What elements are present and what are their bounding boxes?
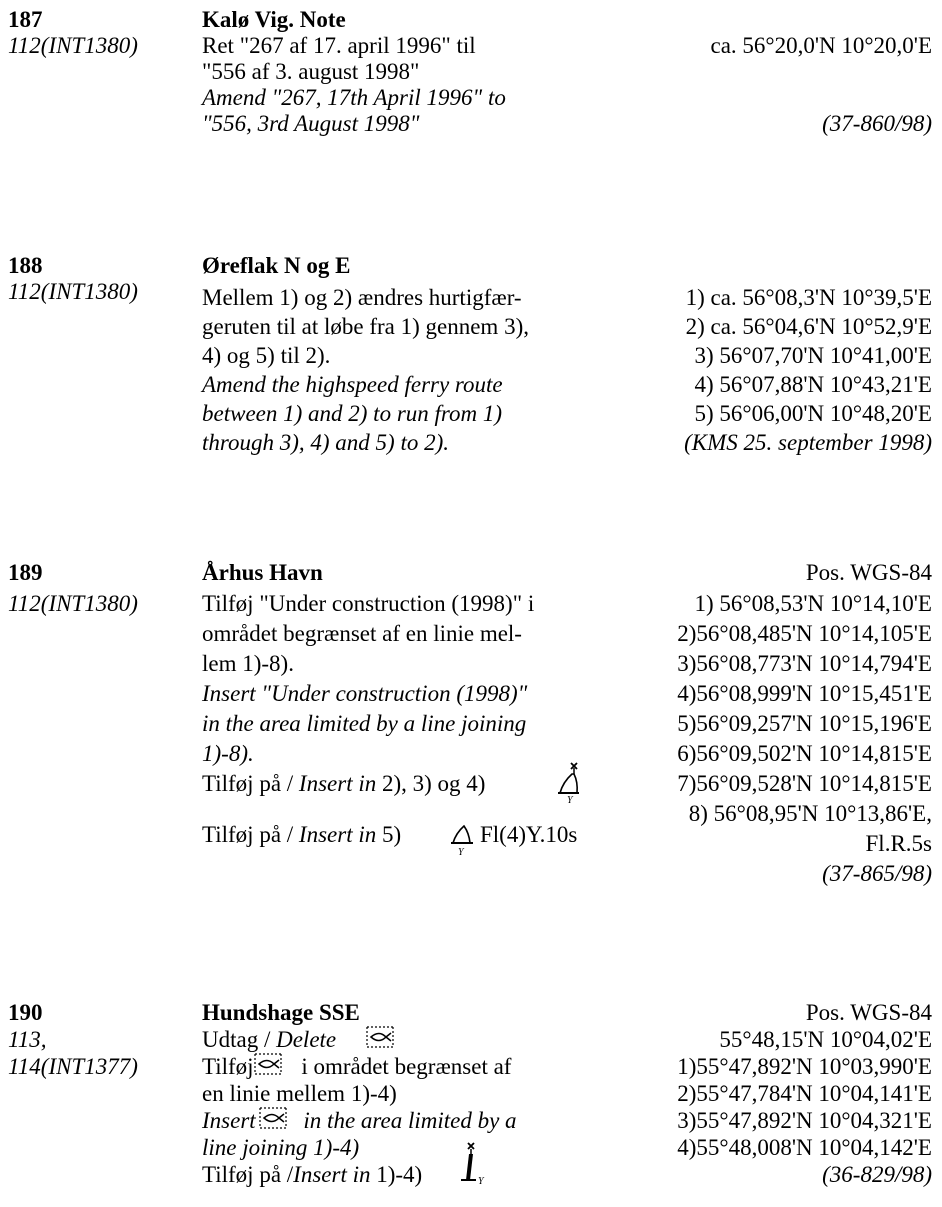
position: 1) 56°08,53'N 10°14,10'E [694,591,932,616]
insert-positions: 5) [376,822,402,847]
fish-haven-icon [365,1023,395,1051]
english-text: Insert "Under construction (1998)" [202,681,528,706]
english-text: through 3), 4) and 5) to 2). [202,430,450,455]
insert-instruction [202,822,401,848]
english-text: Amend the highspeed ferry route [202,372,503,397]
position: 4)55°48,008'N 10°04,142'E [677,1135,932,1160]
position: 5)56°09,257'N 10°15,196'E [677,711,932,736]
yellow-buoy-icon [451,823,477,857]
notice-number: 190 [8,1000,43,1025]
position: 6)56°09,502'N 10°14,815'E [677,741,932,766]
fish-haven-icon [258,1104,288,1132]
insert-danish: Tilføj på / [202,771,299,796]
insert-english: Insert in [293,1162,371,1187]
insert-danish-rest: i området begrænset af [295,1054,512,1079]
reference: (KMS 25. september 1998) [684,430,932,455]
danish-text: 4) og 5) til 2). [202,343,331,368]
position: 1)55°47,892'N 10°03,990'E [677,1054,932,1079]
chart-number: 112(INT1380) [8,591,138,616]
position: 3) 56°07,70'N 10°41,00'E [694,343,932,368]
danish-text: "556 af 3. august 1998" [202,59,420,84]
danish-text: Mellem 1) og 2) ændres hurtigfær- [202,285,522,310]
insert-english: Insert in [298,822,377,847]
english-text: between 1) and 2) to run from 1) [202,401,503,426]
danish-text: Ret "267 af 17. april 1996" til [202,33,476,58]
insert-english: Insert [202,1108,256,1133]
insert-english: Insert in [298,771,377,796]
reference: (37-865/98) [822,861,932,886]
position: 2)55°47,784'N 10°04,141'E [677,1081,932,1106]
danish-text: Tilføj "Under construction (1998)" i [202,591,535,616]
position: Fl.R.5s [865,831,932,856]
notice-title: Øreflak N og E [202,253,351,278]
notice-title: Århus Havn [202,560,323,585]
datum-label: Pos. WGS-84 [805,560,932,585]
insert-positions: 1)-4) [370,1162,423,1187]
light-character: Fl(4)Y.10s [480,822,578,847]
yellow-buoy-topmark-icon [557,760,583,804]
delete-danish: Udtag / [202,1027,277,1052]
chart-number: 114(INT1377) [8,1054,138,1079]
notice-title: Hundshage SSE [202,1000,360,1025]
english-text: Amend "267, 17th April 1996" to [202,85,506,110]
svg-text:Y: Y [458,847,464,857]
notice-number: 189 [8,560,43,585]
fish-haven-icon [253,1050,283,1078]
datum-label: Pos. WGS-84 [805,1000,932,1025]
svg-text:Y: Y [567,795,573,804]
position: 2) ca. 56°04,6'N 10°52,9'E [685,314,932,339]
notice-number: 188 [8,253,43,278]
chart-number: 112(INT1380) [8,33,138,58]
insert-english-rest: in the area limited by a [297,1108,517,1133]
position: 3)55°47,892'N 10°04,321'E [677,1108,932,1133]
position: 3)56°08,773'N 10°14,794'E [677,651,932,676]
insert-instruction [202,771,485,797]
insert-instruction [202,1054,511,1080]
position: 1) ca. 56°08,3'N 10°39,5'E [685,285,932,310]
insert-instruction [202,1108,517,1134]
position: 55°48,15'N 10°04,02'E [719,1027,932,1052]
notice-number: 187 [8,7,43,32]
english-text: 1)-8). [202,741,254,766]
position: 2)56°08,485'N 10°14,105'E [677,621,932,646]
chart-number: 112(INT1380) [8,279,138,304]
reference: (37-860/98) [822,111,932,136]
notice-title: Kalø Vig. Note [202,7,346,32]
english-text: line joining 1)-4) [202,1135,360,1160]
reference: (36-829/98) [822,1162,932,1187]
insert-danish: Tilføj på / [202,1162,294,1187]
chart-number: 113, [8,1027,47,1052]
danish-text: en linie mellem 1)-4) [202,1081,397,1106]
insert-positions: 2), 3) og 4) [376,771,486,796]
position: 7)56°09,528'N 10°14,815'E [677,771,932,796]
danish-text: lem 1)-8). [202,651,294,676]
position: ca. 56°20,0'N 10°20,0'E [710,33,932,58]
yellow-spar-buoy-icon [458,1140,488,1190]
english-text: in the area limited by a line joining [202,711,527,736]
insert-danish: Tilføj [202,1054,254,1079]
insert-danish: Tilføj på / [202,822,299,847]
delete-english: Delete [276,1027,337,1052]
position: 8) 56°08,95'N 10°13,86'E, [688,801,932,826]
insert-instruction [202,1162,422,1188]
english-text: "556, 3rd August 1998" [202,111,420,136]
position: 5) 56°06,00'N 10°48,20'E [694,401,932,426]
position: 4) 56°07,88'N 10°43,21'E [694,372,932,397]
position: 4)56°08,999'N 10°15,451'E [677,681,932,706]
svg-text:Y: Y [478,1176,484,1187]
danish-text: geruten til at løbe fra 1) gennem 3), [202,314,529,339]
danish-text: området begrænset af en linie mel- [202,621,522,646]
